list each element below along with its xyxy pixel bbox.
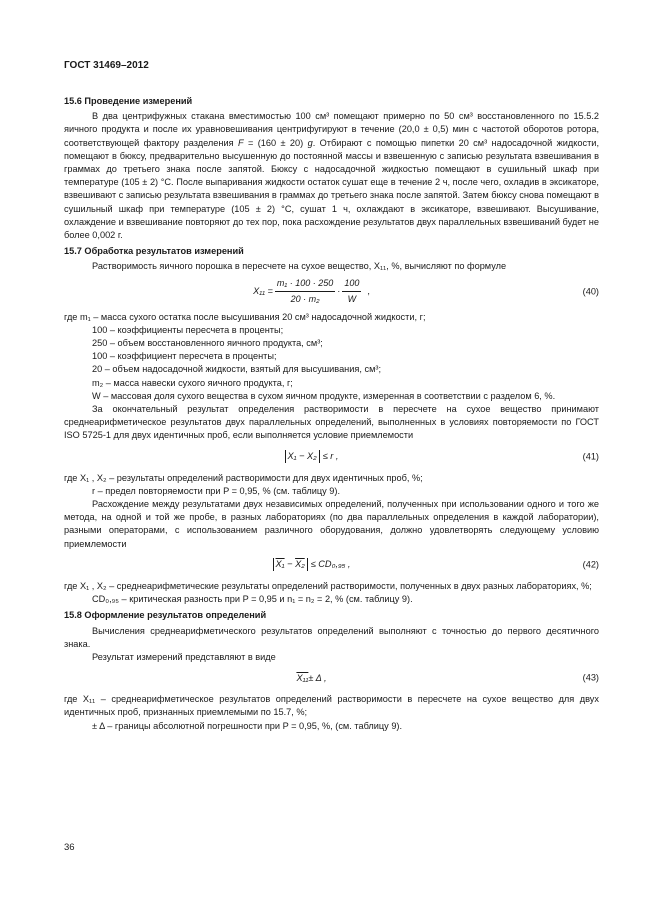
formula-43-number: (43) [582,672,599,683]
reproducibility-paragraph: Расхождение между результатами двух независимых определений, полученных при использовании одного и того же метода, на одной и той же пробе, в разных лабораториях (по два параллельных определения в каждой лаборатории), разными операторами, с использованием различного оборудования, должно удовлетворять следующему условию приемлемости [64,499,599,549]
section-15-7-title: 15.7 Обработка результатов измерений [64,246,244,257]
where-40-line-6: m₂ – масса навески сухого яичного продукта, г; [92,377,293,388]
where-41-line-2: r – предел повторяемости при P = 0,95, % (см. таблицу 9). [92,485,340,496]
formula-42-number: (42) [582,559,599,570]
section-15-8-paragraph-1: Вычисления среднеарифметического результатов определений выполняют с точностью до первого десятичного знака. [64,625,599,649]
section-15-8-paragraph-2: Результат измерений представляют в виде [92,651,276,662]
formula-41-number: (41) [582,451,599,462]
formula-41-abs: X₁ − X₂ [285,450,320,463]
page-content [64,95,599,733]
formula-40-number: (40) [582,286,599,297]
where-42-line-2: CD₀,₉₅ – критическая разность при P = 0,95 и n₁ = n₂ = 2, % (см. таблицу 9). [92,594,413,605]
repeatability-paragraph: За окончательный результат определения растворимости в пересчете на сухое вещество принимают среднеарифметическое результатов двух параллельных определений, выполненных в условиях повторяемости по ГОСТ ISO 5725-1 для двух идентичных проб, если выполняется условие приемлемости [64,404,599,441]
section-15-8-title: 15.8 Оформление результатов определений [64,610,267,621]
where-43-line-1: где X₁₁ – среднеарифметическое результатов определений растворимости в пересчете на сухое вещество для двух идентичных проб, признанных приемлемыми по 15.7, %; [64,694,599,718]
formula-41: X₁ − X₂ ≤ r , (41) [64,446,599,468]
formula-43-mean: X₁₁ [296,672,309,683]
where-42-line-1: где X₁ , X₂ – среднеарифметические результаты определений растворимости, полученных в двух разных лабораториях, %; [64,580,592,591]
where-43-line-2: ± Δ – границы абсолютной погрешности при P = 0,95, %, (см. таблицу 9). [92,720,403,731]
where-40-line-2: 100 – коэффициенты пересчета в проценты; [92,324,284,335]
document-header: ГОСТ 31469–2012 [64,60,149,71]
section-15-6-title: 15.6 Проведение измерений [64,96,193,106]
formula-42-abs: X₁ − X₂ [273,558,308,571]
where-40-line-4: 100 – коэффициент пересчета в проценты; [92,351,277,362]
where-41-line-1: где X₁ , X₂ – результаты определений растворимости для двух идентичных проб, %; [64,472,423,483]
formula-40-lhs: X₁₁ = [253,286,273,297]
section-15-6-paragraph: В два центрифужных стакана вместимостью 100 см³ помещают примерно по 50 см³ восстановленного по 15.5.2 яичного продукта и после их уравновешивания центрифугируют в течение (20,0 ± 0,5) мин с частотой оборотов ротора, соответствующей фактору разделения F = (160 ± 20) g. Отбирают с помощью пипетки 20 см³ надосадочной жидкости, помещают в бюксу, предварительно высушенную до постоянной массы и взвешенную с записью результата взвешивания в граммах до третьего знака после запятой. Бюксу с надосадочной жидкостью помещают в сушильный шкаф при температуре (105 ± 2) °С. После выпаривания жидкости остаток сушат еще в течение 2 ч, после чего, охладив в эксикаторе, взвешивают с записью результата взвешивания в граммах до третьего знака после запятой. Затем бюксу снова помещают в сушильный шкаф при температуре (105 ± 2) °С, сушат 1 ч, охлаждают в эксикаторе, взвешивают. Высушивание, охлаждение и взвешивание повторяют до тех пор, пока расхождение результатов двух параллельных взвешиваний будет не более 0,002 г. [64,111,599,241]
formula-40-fraction-1: $\frac{\text{m₁ · 100 · 250}}{\text{20 · m₂}}$ [276,277,334,305]
where-40-line-1: где m₁ – масса сухого остатка после высушивания 20 см³ надосадочной жидкости, г; [64,311,426,322]
formula-43: X₁₁ ± Δ , (43) [64,667,599,689]
where-40-line-7: W – массовая доля сухого вещества в сухом яичном продукте, измеренная в соответствии с разделом 6, %. [92,390,556,401]
where-40-line-5: 20 – объем надосадочной жидкости, взятый для высушивания, см³; [92,364,381,375]
formula-40-fraction-2: $\frac{100}{W}$ [344,277,360,305]
where-40-line-3: 250 – объем восстановленного яичного продукта, см³; [92,338,323,349]
page-number: 36 [64,842,75,853]
formula-40-intro: Растворимость яичного порошка в пересчете на сухое вещество, X₁₁, %, вычисляют по формуле [92,261,507,272]
formula-42: X₁ − X₂ ≤ CD₀,₉₅ , (42) [64,554,599,576]
formula-40: X₁₁ = $\frac{\text{m₁ · 100 · 250}}{\text{20 · m₂}}$ · $\frac{100}{W}$ , (40) [64,277,599,307]
